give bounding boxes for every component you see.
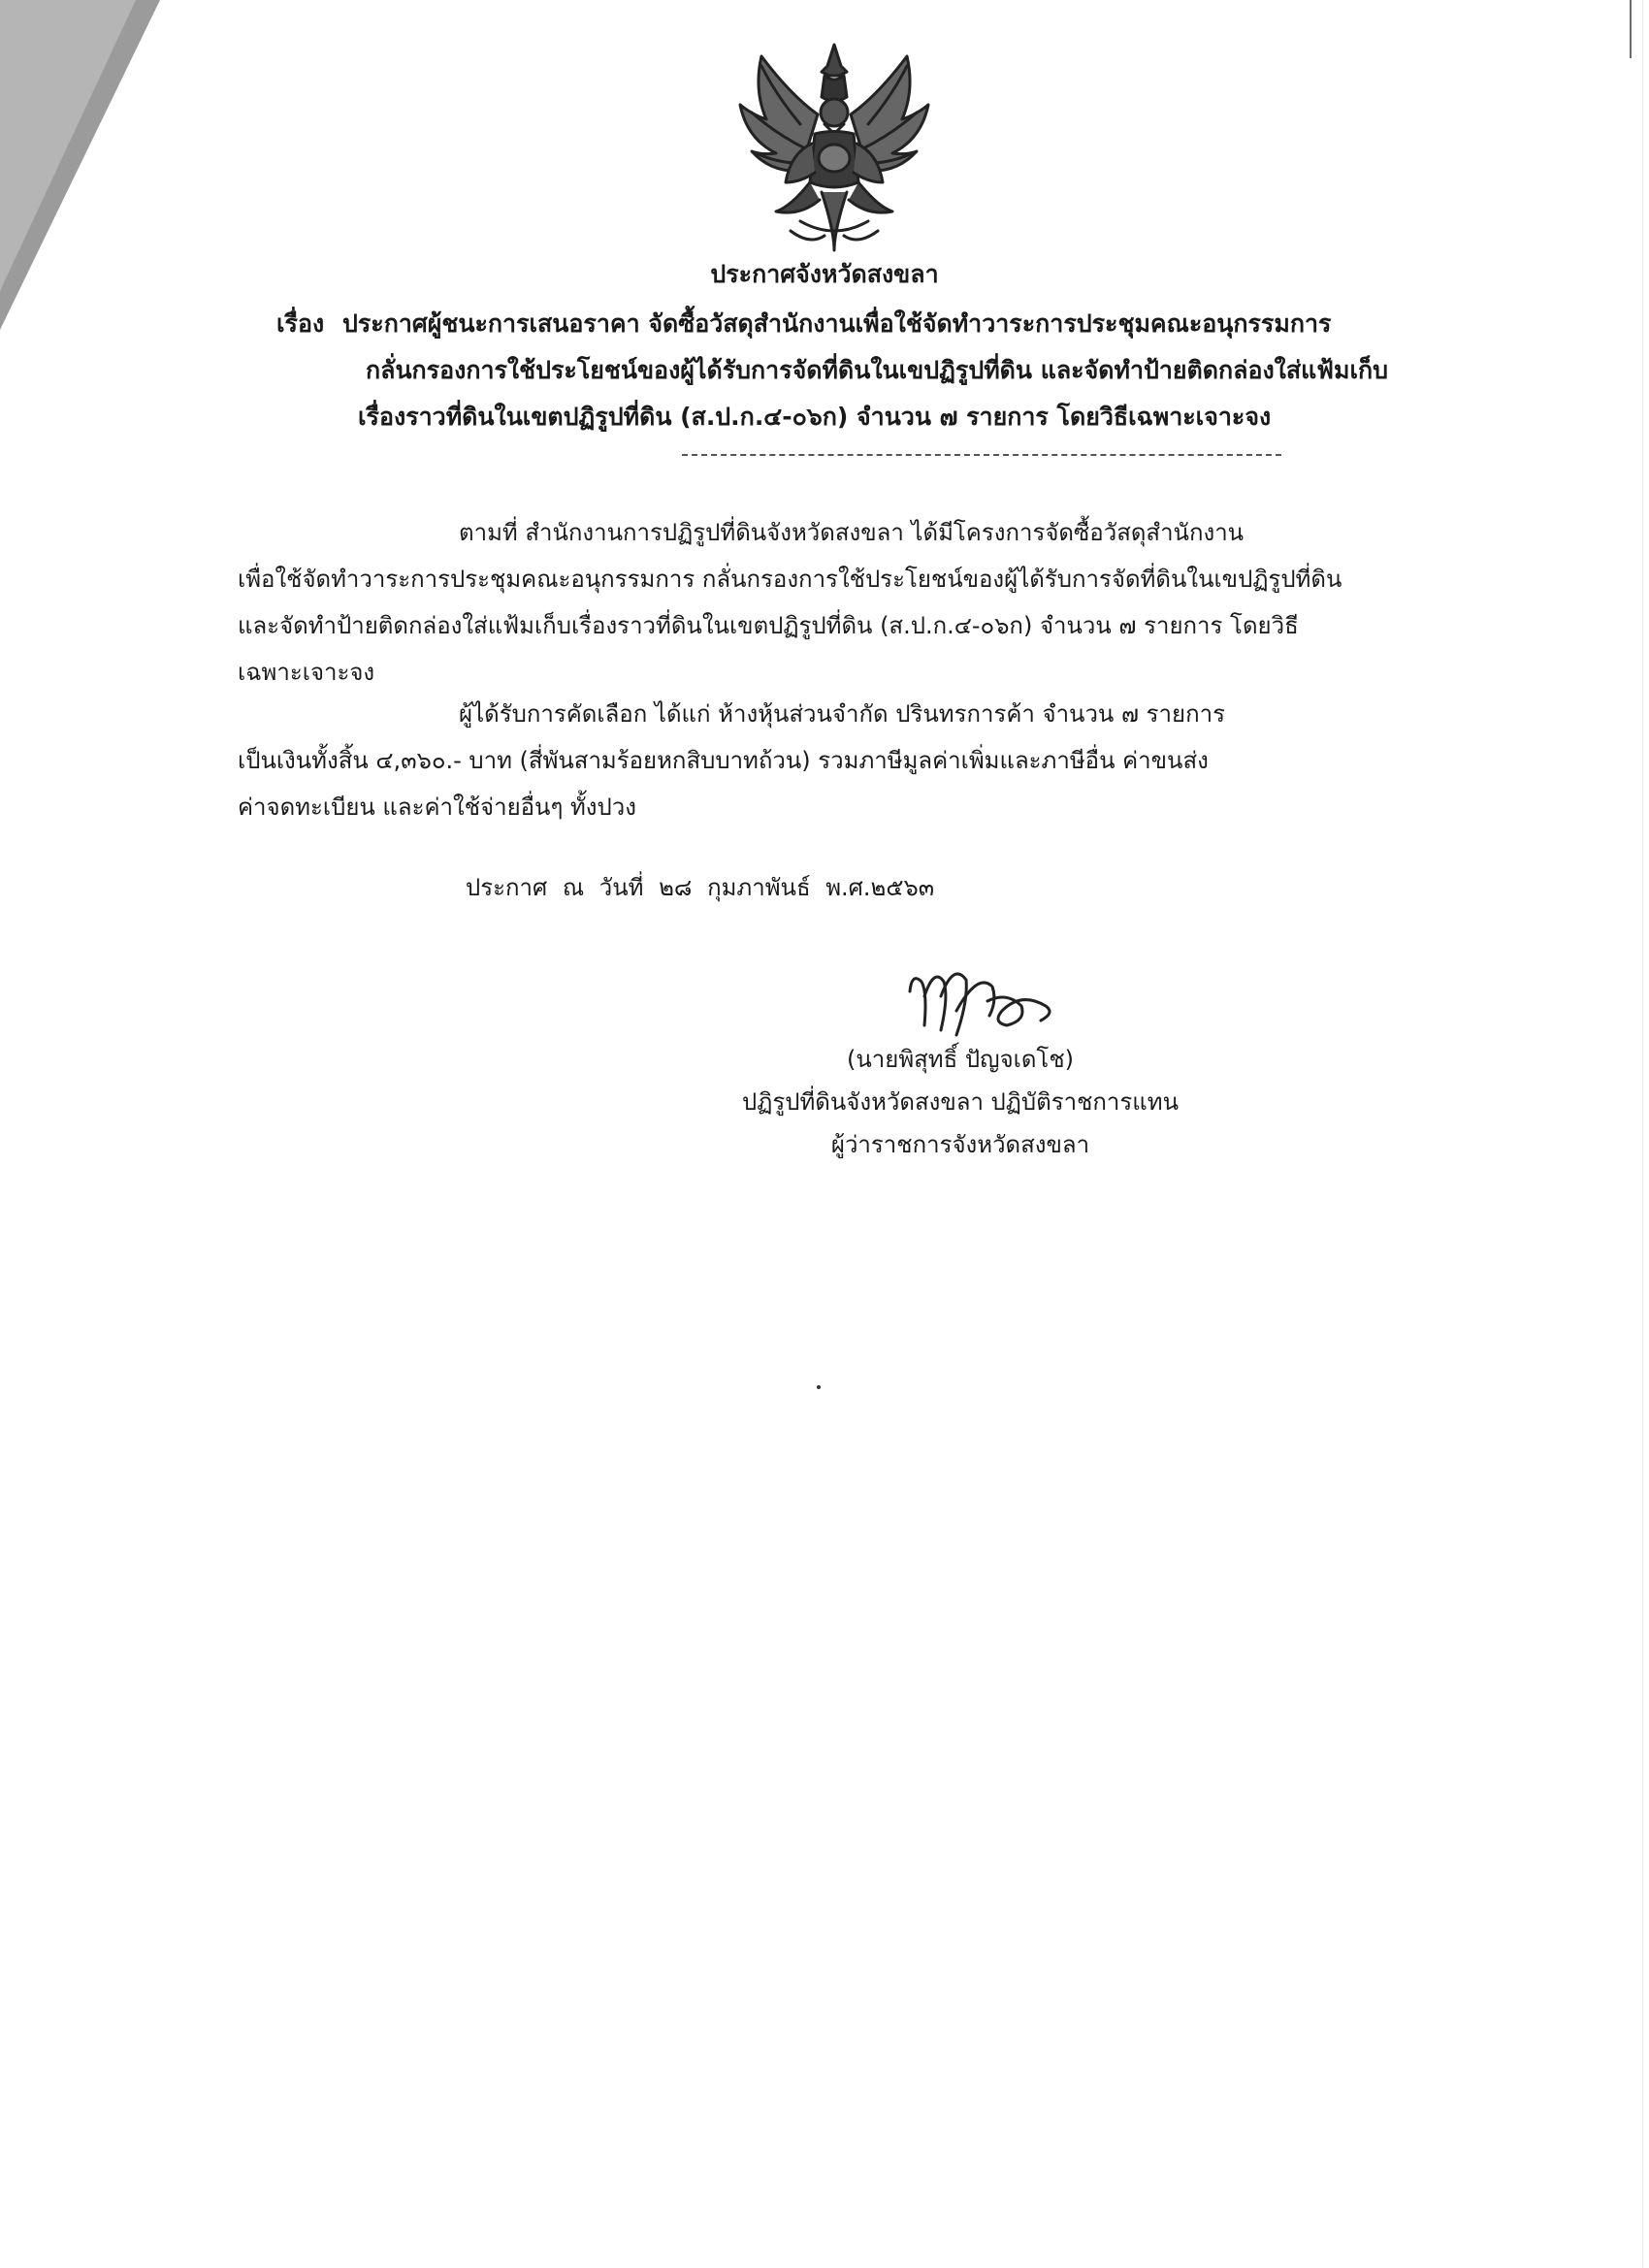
- signatory-name: (นายพิสุทธิ์ ปัญจเดโช): [847, 1046, 1074, 1073]
- subject-label: เรื่อง: [276, 309, 325, 338]
- handwritten-signature: [900, 953, 1065, 1040]
- announcement-title: ประกาศจังหวัดสงขลา: [710, 260, 939, 288]
- dashed-divider: [682, 454, 1281, 456]
- subject-line-1: [276, 301, 1440, 347]
- paragraph-line: เฉพาะเจาะจง: [238, 659, 375, 686]
- paragraph-line: และจัดทำป้ายติดกล่องใส่แฟ้มเก็บเรื่องราวที่ดินในเขตปฏิรูปที่ดิน (ส.ป.ก.๔-๐๖ก) จำนวน ๗ รายการ โดยวิธี: [238, 612, 1299, 639]
- subject-text-1: ประกาศผู้ชนะการเสนอราคา จัดซื้อวัสดุสำนักงานเพื่อใช้จัดทำวาระการประชุมคณะอนุกรรมการ: [342, 309, 1332, 338]
- paragraph-line: ค่าจดทะเบียน และค่าใช้จ่ายอื่นๆ ทั้งปวง: [238, 794, 636, 821]
- announcement-date: ประกาศ ณ วันที่ ๒๘ กุมภาพันธ์ พ.ศ.๒๕๖๓: [466, 874, 935, 901]
- scan-edge-line: [1642, 0, 1643, 2268]
- subject-block: [276, 301, 1440, 440]
- paragraph-line: ผู้ได้รับการคัดเลือก ได้แก่ ห้างหุ้นส่วนจำกัด ปรินทรการค้า จำนวน ๗ รายการ: [459, 700, 1225, 728]
- body-paragraph-2: [238, 691, 1421, 830]
- subject-line-3: เรื่องราวที่ดินในเขตปฏิรูปที่ดิน (ส.ป.ก.๔-๐๖ก) จำนวน ๗ รายการ โดยวิธีเฉพาะเจาะจง: [358, 403, 1272, 431]
- body-paragraph-1: [238, 509, 1421, 696]
- paragraph-line: เพื่อใช้จัดทำวาระการประชุมคณะอนุกรรมการ กลั่นกรองการใช้ประโยชน์ของผู้ได้รับการจัดที่ดินในเขปฏิรูปที่ดิน: [238, 566, 1342, 593]
- scan-edge-mark: [1630, 0, 1632, 58]
- scan-corner-fold-inner: [0, 0, 136, 291]
- signatory-position-1: ปฏิรูปที่ดินจังหวัดสงขลา ปฏิบัติราชการแทน: [742, 1088, 1179, 1116]
- garuda-emblem-icon: [732, 37, 936, 255]
- paragraph-line: เป็นเงินทั้งสิ้น ๔,๓๖๐.- บาท (สี่พันสามร้อยหกสิบบาทถ้วน) รวมภาษีมูลค่าเพิ่มและภาษีอื่น ค่าขนส่ง: [238, 747, 1209, 774]
- subject-line-2: กลั่นกรองการใช้ประโยชน์ของผู้ได้รับการจัดที่ดินในเขปฏิรูปที่ดิน และจัดทำป้ายติดกล่องใส่แฟ้มเก็บ: [366, 356, 1388, 384]
- signatory-position-2: ผู้ว่าราชการจังหวัดสงขลา: [830, 1131, 1090, 1158]
- scan-dot-mark: [817, 1385, 821, 1389]
- paragraph-line: ตามที่ สำนักงานการปฏิรูปที่ดินจังหวัดสงขลา ได้มีโครงการจัดซื้อวัสดุสำนักงาน: [459, 519, 1245, 546]
